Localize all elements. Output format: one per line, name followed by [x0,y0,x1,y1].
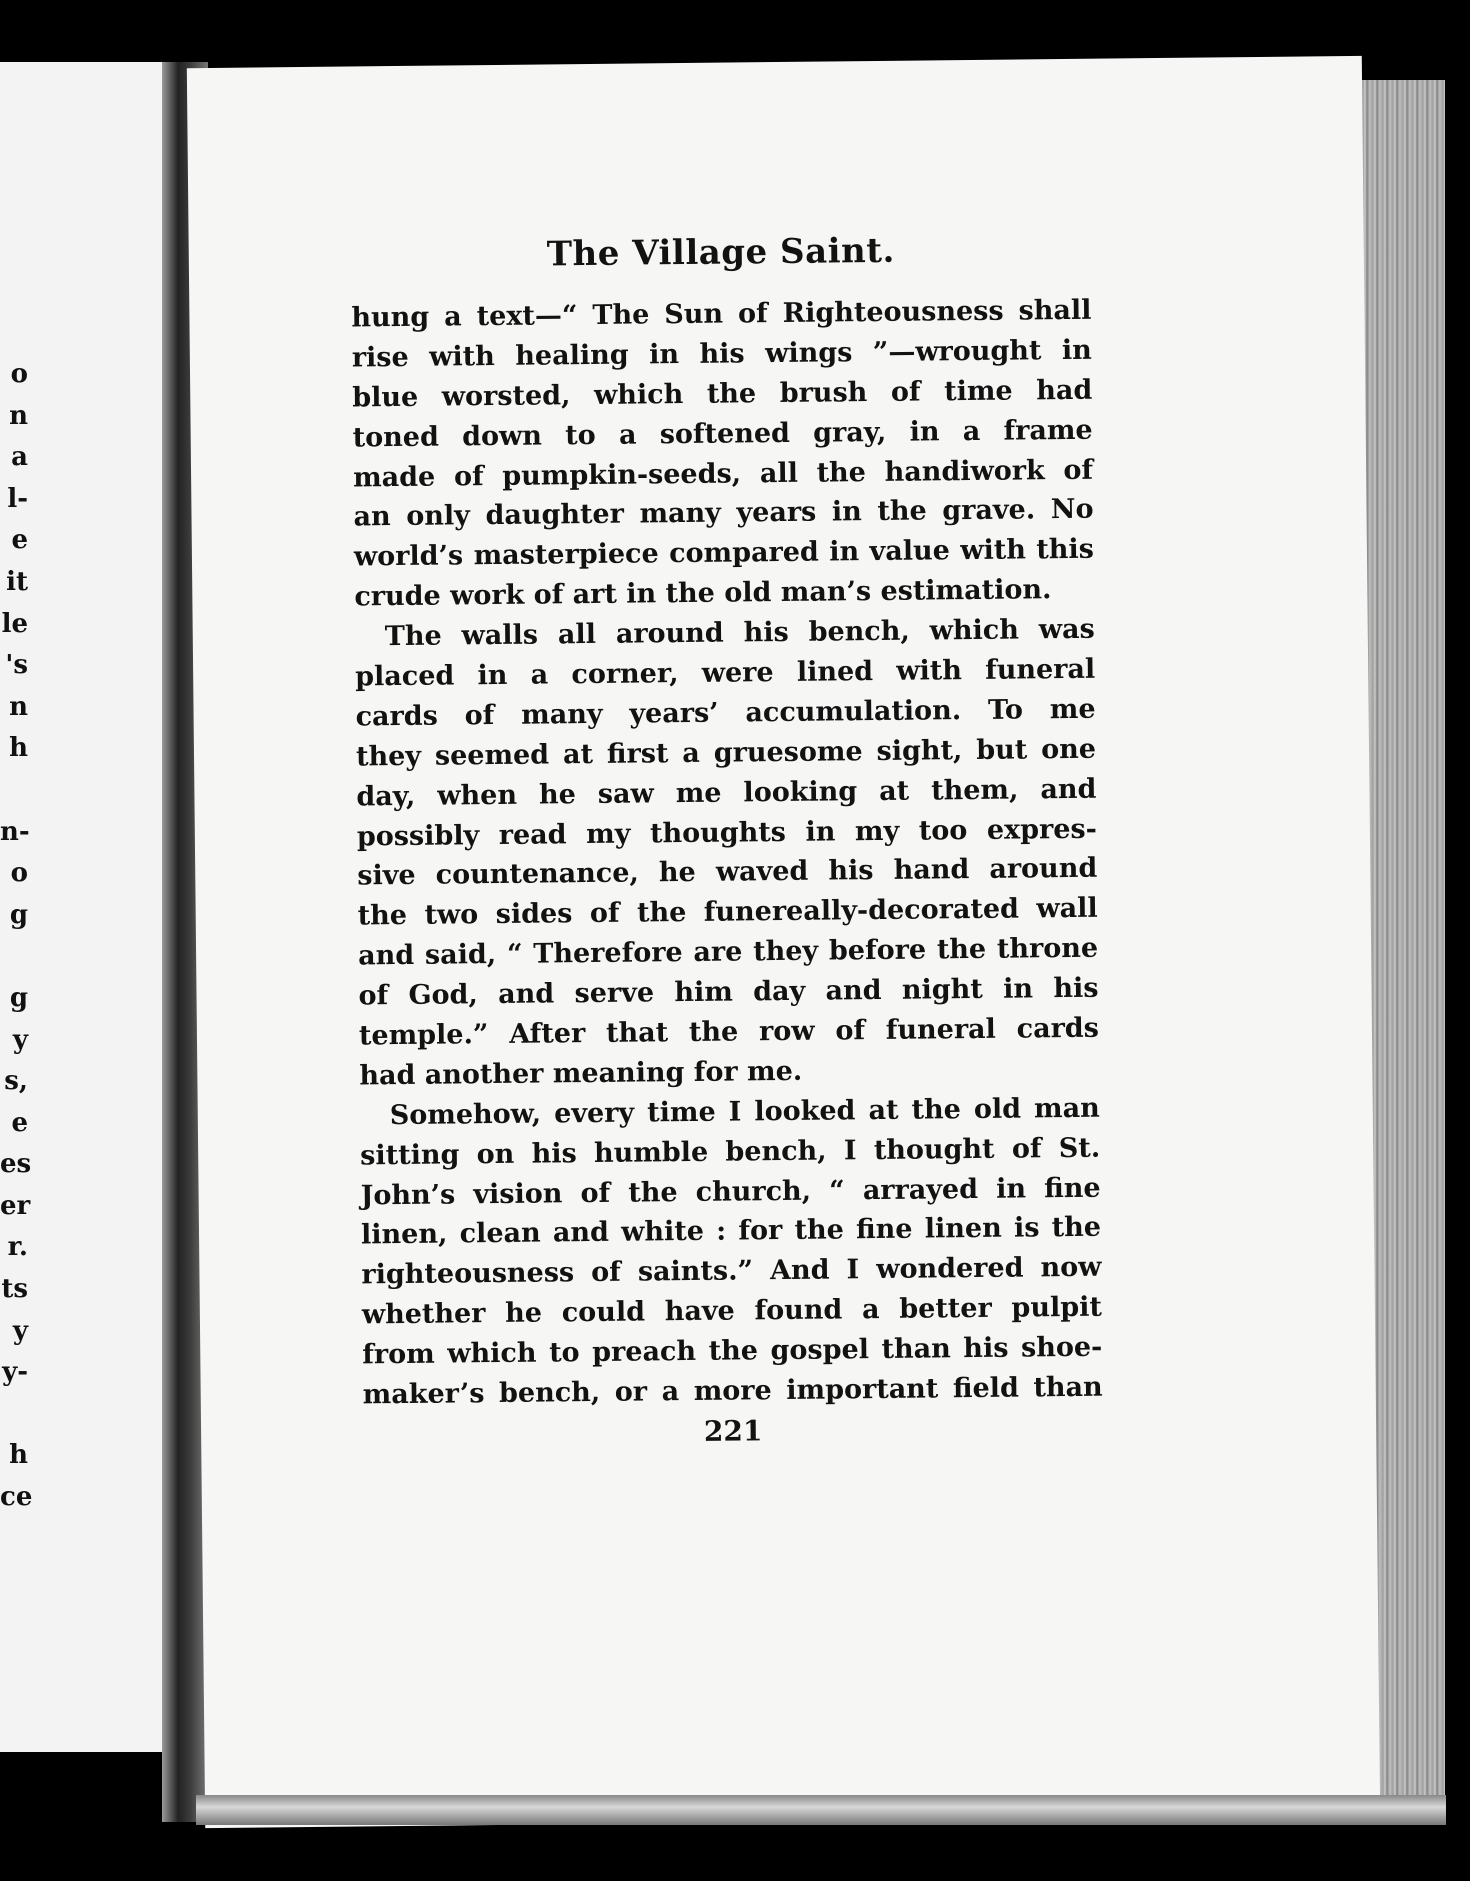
left-fragment: n [9,691,28,722]
left-fragment: r. [7,1232,28,1263]
left-fragment: n [9,400,28,431]
text-line: day, when he saw me looking at them, and [356,773,1097,813]
page-text-block [351,227,1104,1454]
left-fragment: h [9,733,28,764]
text-line: possibly read my thoughts in my too expres- [356,813,1097,853]
text-line: sive countenance, he waved his hand around [357,853,1098,892]
text-line: hung a text—“ The Sun of Righteousness shall [351,294,1092,334]
left-fragment: a [11,442,28,473]
left-fragment: y [12,1315,28,1346]
left-page-text-fragments [0,354,33,1519]
text-line: sitting on his humble bench, I thought of St. [360,1132,1101,1172]
text-line: temple.” After that the row of funeral cards [358,1012,1100,1052]
text-line: cards of many years’ accumulation. To me [355,693,1096,733]
text-line: and said, “ Therefore are they before the throne [357,932,1099,972]
text-line: blue worsted, which the brush of time had [352,374,1093,414]
left-fragment: ts [1,1274,28,1305]
left-fragment: e [11,525,28,556]
body-text [351,291,1103,1416]
left-fragment: n- [0,816,30,847]
text-line: made of pumpkin-seeds, all the handiwork of [352,454,1094,494]
text-line: an only daughter many years in the grave. No [353,494,1094,533]
text-line: had another meaning for me. [359,1055,803,1092]
left-fragment [0,936,28,978]
running-head: The Village Saint. [546,230,896,275]
left-fragment [0,1394,28,1436]
text-line: placed in a corner, were lined with funeral [355,653,1096,693]
text-line: toned down to a softened gray, in a frame [352,414,1093,454]
text-line: The walls all around his bench, which was [384,613,1095,653]
text-line: world’s masterpiece compared in value with this [353,534,1095,573]
page-number: 221 [703,1414,763,1448]
text-line: crude work of art in the old man’s estimation. [354,574,1052,613]
text-line: linen, clean and white : for the fine linen is the [360,1212,1102,1251]
left-fragment: g [9,982,28,1013]
left-fragment: 's [5,650,28,681]
left-fragment: l- [7,483,28,514]
left-fragment: es [0,1149,32,1180]
left-fragment: ce [0,1482,33,1513]
text-line: rise with healing in his wings ”—wrought in [351,334,1092,374]
text-line: they seemed at first a gruesome sight, but one [355,733,1097,773]
left-fragment: o [10,359,28,389]
left-fragment: y- [2,1357,28,1388]
text-line: John’s vision of the church, “ arrayed in fine [360,1172,1101,1212]
text-line: righteousness of saints.” And I wondered now [361,1252,1102,1291]
page-bottom-edge [196,1795,1446,1825]
left-fragment [0,770,28,812]
text-line: Somehow, every time I looked at the old man [389,1092,1100,1131]
left-fragment: le [1,608,28,639]
left-fragment: y [12,1024,28,1055]
left-fragment: s, [4,1066,28,1097]
left-fragment: o [10,858,28,889]
left-fragment: e [11,1107,28,1138]
text-line: maker’s bench, or a more important field than [362,1371,1103,1411]
left-page-fragment [0,62,168,1752]
left-fragment: er [0,1190,31,1221]
text-line: from which to preach the gospel than his shoe- [362,1331,1103,1371]
left-fragment: g [9,899,28,930]
left-fragment: h [9,1440,28,1471]
text-line: whether he could have found a better pulpit [361,1291,1103,1331]
left-fragment: it [6,566,28,597]
text-line: of God, and serve him day and night in his [358,972,1099,1012]
text-line: the two sides of the funereally-decorated wall [357,893,1098,932]
right-page [187,56,1380,1828]
